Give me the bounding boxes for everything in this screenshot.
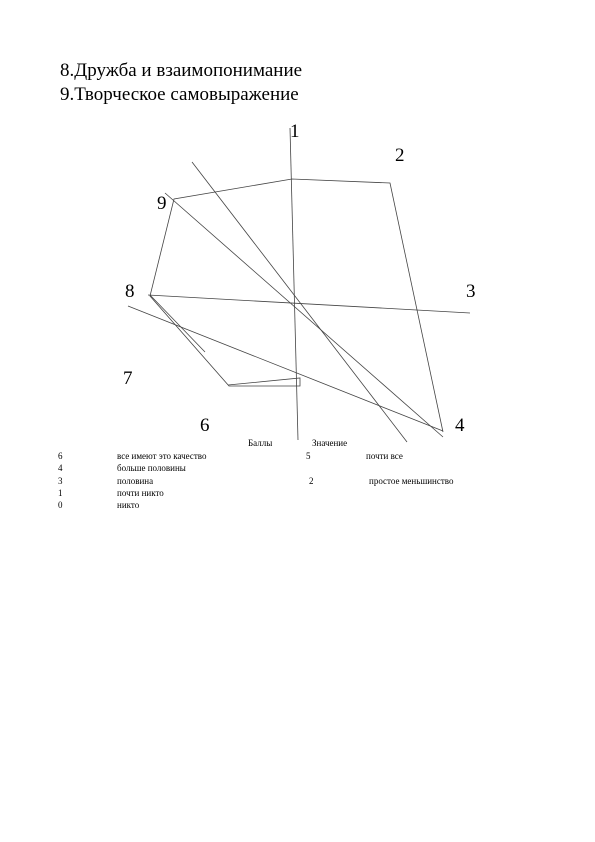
legend-right-score: 5 <box>306 451 311 461</box>
axis-line-3 <box>148 295 470 313</box>
legend-text: все имеют это качество <box>117 451 207 461</box>
axis-label-1: 1 <box>290 121 300 142</box>
axis-label-7: 7 <box>123 368 133 389</box>
legend-text: половина <box>117 476 154 486</box>
axis-label-6: 6 <box>200 415 210 436</box>
legend-score: 0 <box>58 500 63 510</box>
axis-label-2: 2 <box>395 145 405 166</box>
legend-text: больше половины <box>117 463 186 473</box>
heading-item-9: 9.Творческое самовыражение <box>60 84 299 105</box>
legend-score: 4 <box>58 463 63 473</box>
legend-score: 3 <box>58 476 63 486</box>
legend-score: 1 <box>58 488 63 498</box>
legend-right-text: почти все <box>366 451 403 461</box>
axis-label-4: 4 <box>455 415 465 436</box>
axis-label-3: 3 <box>466 281 476 302</box>
axis-line-2 <box>192 162 407 442</box>
legend-header-scores: Баллы <box>248 438 273 448</box>
legend-header-meaning: Значение <box>312 438 348 448</box>
axis-line-8 <box>150 295 205 352</box>
legend-text: почти никто <box>117 488 164 498</box>
axis-label-8: 8 <box>125 281 135 302</box>
axis-line-9 <box>165 193 443 437</box>
legend-text: никто <box>117 500 140 510</box>
legend-right-text: простое меньшинство <box>369 476 454 486</box>
axis-label-9: 9 <box>157 193 167 214</box>
legend-score: 6 <box>58 451 63 461</box>
heading-item-8: 8.Дружба и взаимопонимание <box>60 60 303 81</box>
legend-right-score: 2 <box>309 476 314 486</box>
axis-line-1 <box>290 128 298 440</box>
